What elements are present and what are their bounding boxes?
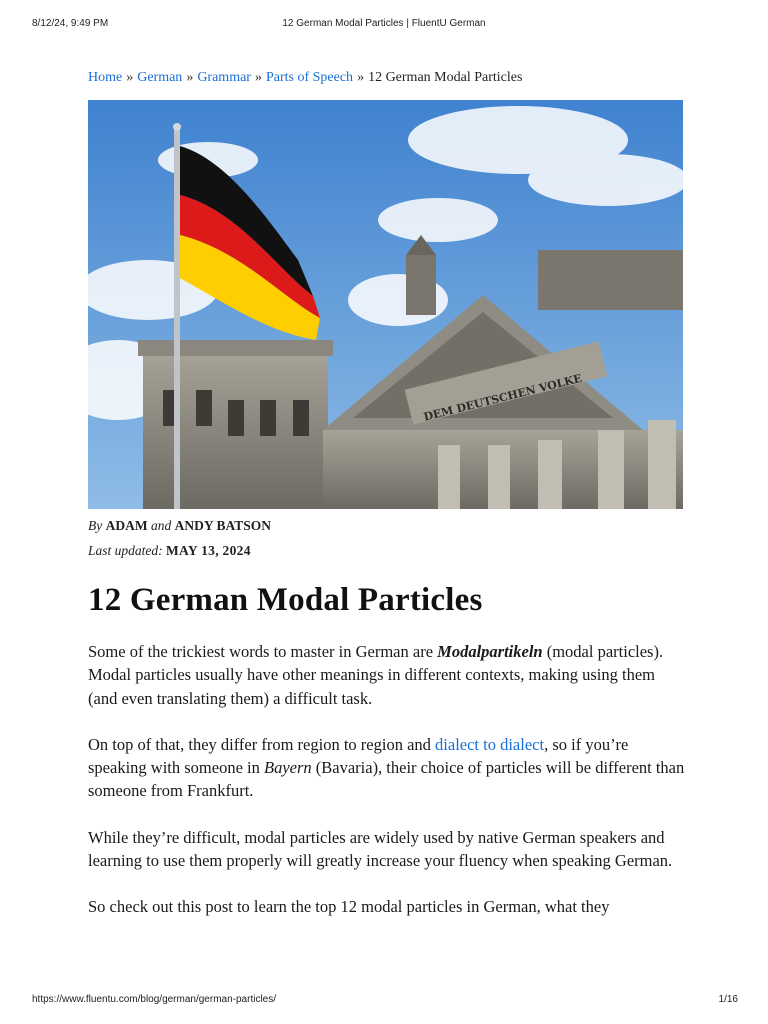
byline [88, 518, 271, 534]
print-datetime: 8/12/24, 9:49 PM [32, 18, 109, 29]
modalpartikeln-term: Modalpartikeln [437, 642, 543, 661]
breadcrumb-separator: » [357, 70, 365, 85]
print-page-number: 1/16 [718, 994, 738, 1005]
last-updated [88, 543, 251, 559]
paragraph-dialect [88, 733, 688, 803]
breadcrumb-separator: » [254, 70, 262, 85]
paragraph-text: , so if you’re speaking with someone in [88, 734, 629, 778]
article-title: 12 German Modal Particles [88, 582, 483, 618]
last-updated-date: MAY 13, 2024 [166, 543, 251, 558]
print-header [0, 18, 768, 34]
last-updated-label: Last updated: [88, 543, 163, 558]
bayern-term: Bayern [263, 758, 312, 778]
paragraph-intro [88, 640, 688, 710]
breadcrumb [88, 70, 688, 86]
print-footer [0, 994, 768, 1010]
print-url: https://www.fluentu.com/blog/german/german-particles/ [32, 994, 276, 1005]
breadcrumb-separator: » [186, 70, 194, 85]
breadcrumb-current: 12 German Modal Particles [368, 70, 523, 85]
breadcrumb-parts-of-speech-link[interactable]: Parts of Speech [265, 70, 354, 85]
paragraph-text: On top of that, they differ from region to region and [88, 734, 436, 754]
paragraph-text: (modal particles). Modal particles usually have other meanings in different contexts, making using them (and even translating them) a difficult task. [88, 642, 664, 708]
byline-and: and [151, 518, 172, 533]
author-link-andy-batson[interactable]: ANDY BATSON [174, 518, 272, 533]
hero-image [88, 100, 683, 509]
paragraph-text: Some of the trickiest words to master in German are [88, 642, 438, 661]
breadcrumb-german-link[interactable]: German [137, 70, 183, 85]
reichstag-flag-photo [88, 100, 683, 509]
inscription: DEM DEUTSCHEN VOLKE [422, 371, 584, 424]
breadcrumb-home-link[interactable]: Home [88, 70, 123, 85]
paragraph-checkout: So check out this post to learn the top 12 modal particles in German, what they [88, 897, 610, 917]
paragraph-fluency: While they’re difficult, modal particles are widely used by native German speakers and learning to use them properly will greatly increase your fluency when speaking German. [88, 827, 673, 871]
author-link-adam[interactable]: ADAM [105, 518, 148, 533]
paragraph-text: (Bavaria), their choice of particles will be different than someone from Frankfurt. [88, 758, 685, 801]
dialect-link[interactable]: dialect to dialect [435, 734, 545, 754]
article-body [88, 640, 688, 942]
print-doc-title: 12 German Modal Particles | FluentU German [282, 18, 486, 29]
breadcrumb-separator: » [126, 70, 134, 85]
byline-by: By [88, 518, 103, 533]
breadcrumb-grammar-link[interactable]: Grammar [197, 70, 251, 85]
